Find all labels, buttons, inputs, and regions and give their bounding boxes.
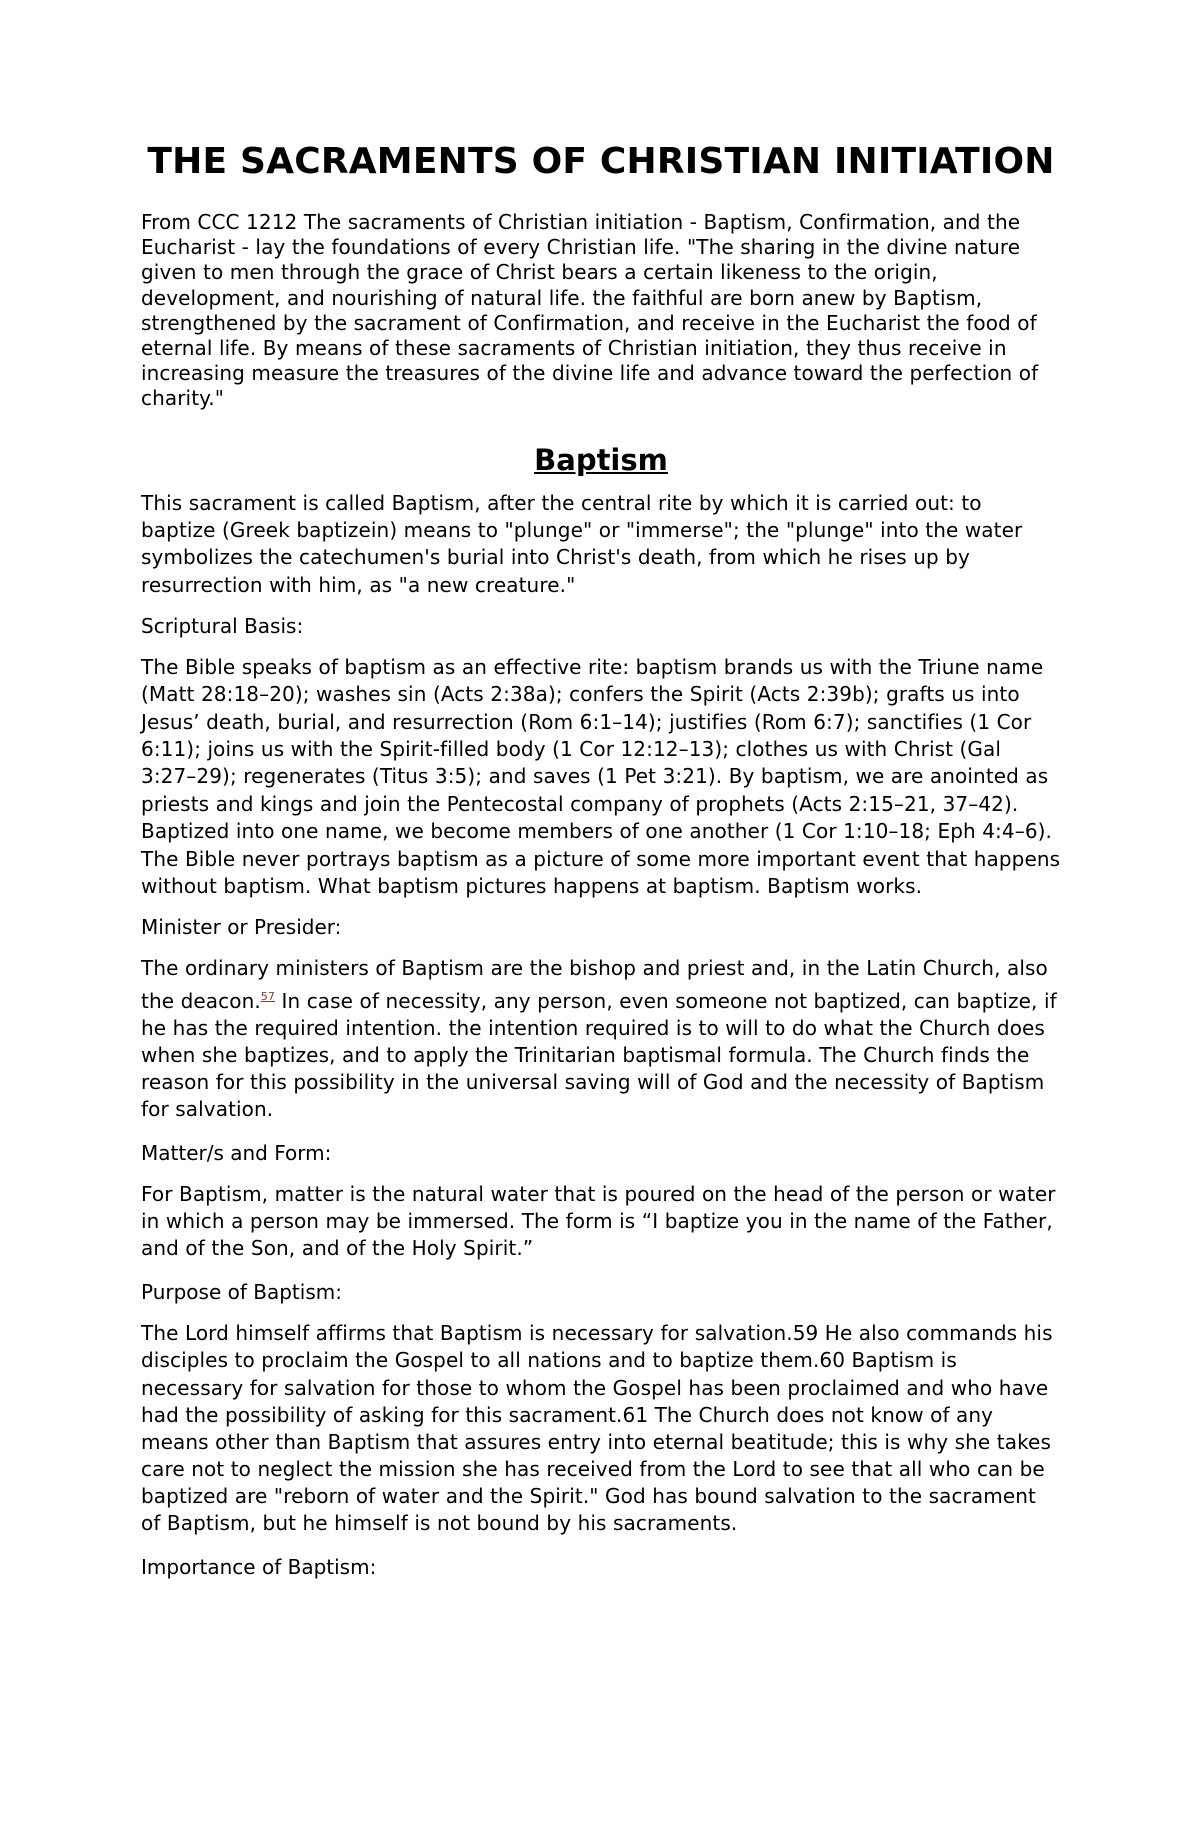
minister-paragraph	[141, 955, 1061, 1123]
footnote-link-57[interactable]: 57	[260, 989, 276, 1003]
scriptural-basis-label: Scriptural Basis:	[141, 613, 304, 638]
purpose-label: Purpose of Baptism:	[141, 1280, 342, 1305]
scriptural-basis-paragraph: The Bible speaks of baptism as an effective rite: baptism brands us with the Triune name (Matt 28:18–20); washes sin (Acts 2:38a); confers the Spirit (Acts 2:39b); grafts us into Jesus’ death, burial, and resurrection (Rom 6:1–14); justifies (Rom 6:7); sanctifies (1 Cor 6:11); joins us with the Spirit-filled body (1 Cor 12:12–13); clothes us with Christ (Gal 3:27–29); regenerates (Titus 3:5); and saves (1 Pet 3:21). By baptism, we are anointed as priests and kings and join the Pentecostal company of prophets (Acts 2:15–21, 37–42). Baptized into one name, we become members of one another (1 Cor 1:10–18; Eph 4:4–6). The Bible never portrays baptism as a picture of some more important event that happens without baptism. What baptism pictures happens at baptism. Baptism works.	[141, 654, 1061, 899]
matter-form-label: Matter/s and Form:	[141, 1141, 332, 1166]
purpose-paragraph: The Lord himself affirms that Baptism is necessary for salvation.59 He also commands his disciples to proclaim the Gospel to all nations and to baptize them.60 Baptism is necessary for salvation for those to whom the Gospel has been proclaimed and who have had the possibility of asking for this sacrament.61 The Church does not know of any means other than Baptism that assures entry into eternal beatitude; this is why she takes care not to neglect the mission she has received from the Lord to see that all who can be baptized are "reborn of water and the Spirit." God has bound salvation to the sacrament of Baptism, but he himself is not bound by his sacraments.	[141, 1321, 1053, 1535]
importance-label: Importance of Baptism:	[141, 1555, 377, 1580]
minister-text-start: The ordinary ministers of Baptism are the bishop and priest and, in the Latin Church, also the deacon.	[141, 956, 1048, 1013]
minister-text-end: In case of necessity, any person, even someone not baptized, can baptize, if he has the required intention. the intention required is to will to do what the Church does when she baptizes, and to apply the Trinitarian baptismal formula. The Church finds the reason for this possibility in the universal saving will of God and the necessity of Baptism for salvation.	[141, 988, 1057, 1121]
intro-paragraph: From CCC 1212 The sacraments of Christian initiation - Baptism, Confirmation, and the Eucharist - lay the foundations of every Christian life. "The sharing in the divine nature given to men through the grace of Christ bears a certain likeness to the origin, development, and nourishing of natural life. the faithful are born anew by Baptism, strengthened by the sacrament of Confirmation, and receive in the Eucharist the food of eternal life. By means of these sacraments of Christian initiation, they thus receive in increasing measure the treasures of the divine life and advance toward the perfection of charity."	[141, 210, 1039, 411]
document-page	[141, 138, 1061, 1595]
minister-label: Minister or Presider:	[141, 915, 342, 940]
baptism-heading: Baptism	[534, 442, 668, 477]
document-title: THE SACRAMENTS OF CHRISTIAN INITIATION	[147, 141, 1055, 182]
matter-form-paragraph: For Baptism, matter is the natural water that is poured on the head of the person or water in which a person may be immersed. The form is “I baptize you in the name of the Father, and of the Son, and of the Holy Spirit.”	[141, 1182, 1056, 1261]
baptism-definition-paragraph: This sacrament is called Baptism, after the central rite by which it is carried out: to baptize (Greek baptizein) means to "plunge" or "immerse"; the "plunge" into the water symbolizes the catechumen's burial into Christ's death, from which he rises up by resurrection with him, as "a new creature."	[141, 490, 1023, 597]
